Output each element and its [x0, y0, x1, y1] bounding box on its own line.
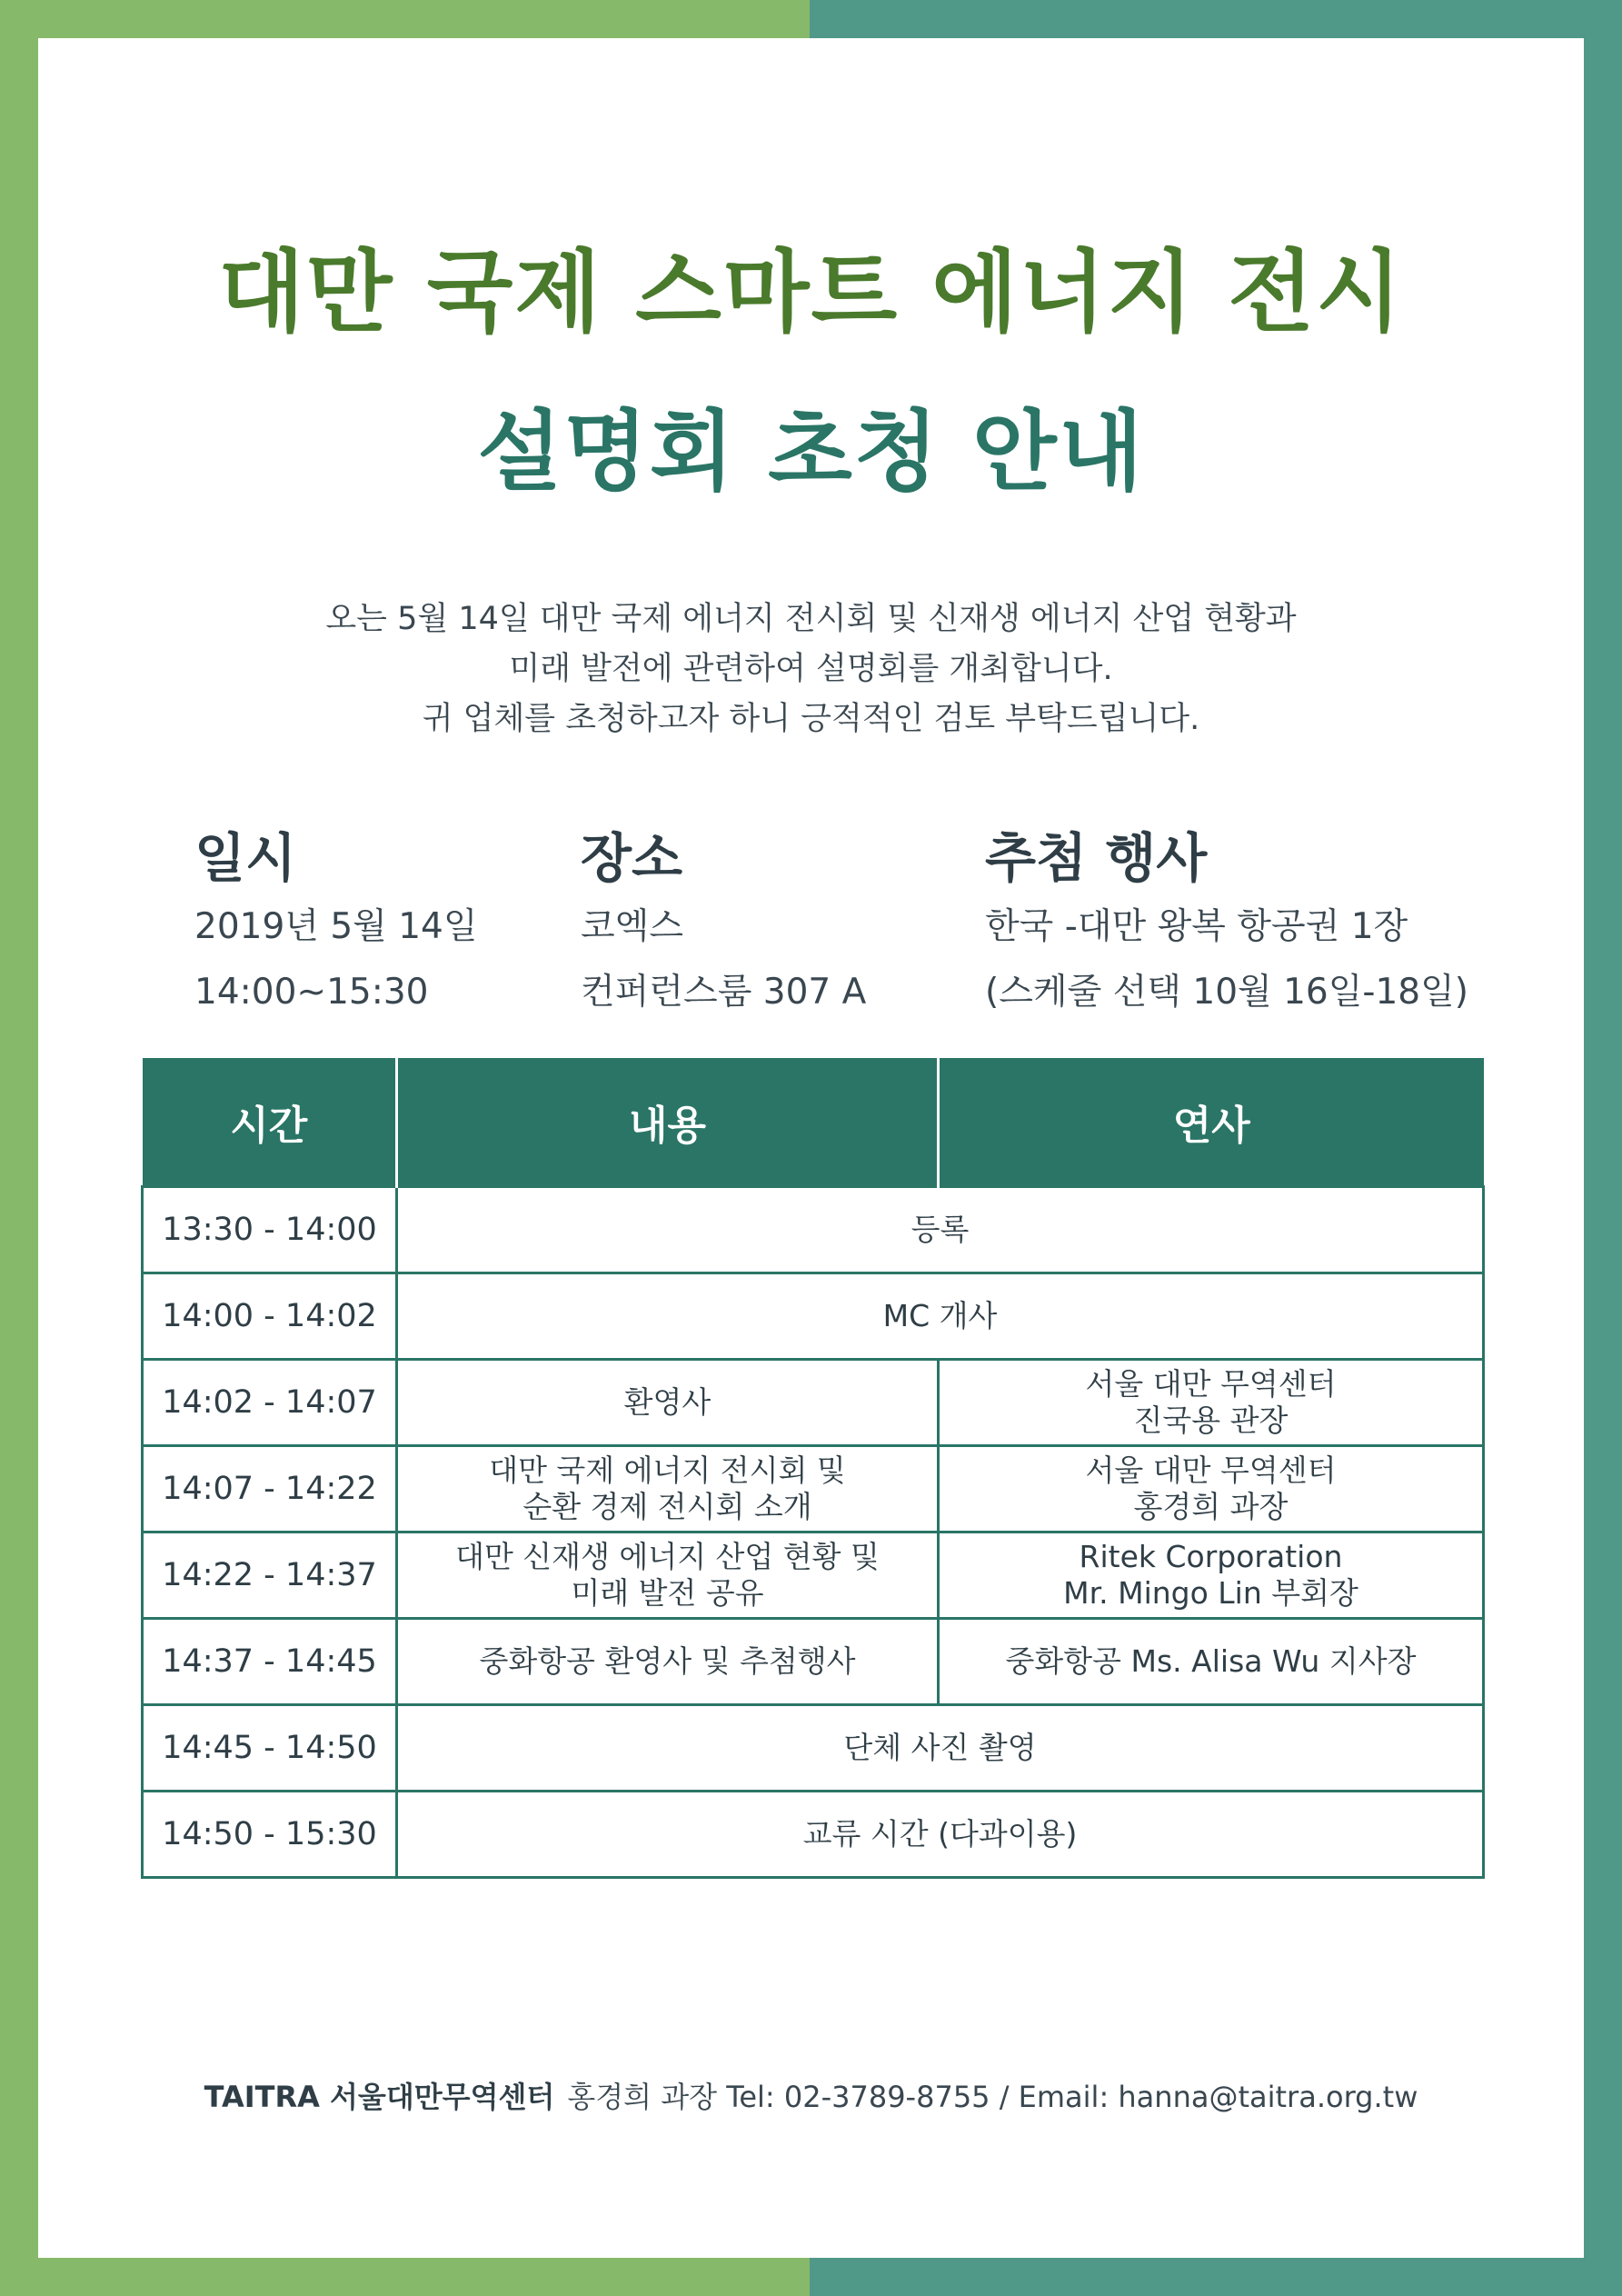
title-line-1: 대만 국제 스마트 에너지 전시	[218, 241, 1404, 344]
info-venue	[581, 822, 866, 1025]
footer-contact-details: 홍경희 과장 Tel: 02-3789-8755 / Email: hanna@taitra.org.tw	[567, 2080, 1418, 2114]
document-page	[38, 38, 1584, 2258]
content-line: 미래 발전 공유	[571, 1575, 764, 1611]
time-cell: 14:07 - 14:22	[143, 1446, 397, 1532]
info-date-line: 14:00~15:30	[194, 972, 429, 1013]
time-cell: 13:30 - 14:00	[143, 1187, 397, 1273]
info-date-heading: 일시	[194, 827, 297, 889]
content-line: 대만 신재생 에너지 산업 현황 및	[455, 1539, 880, 1574]
table-row	[143, 1532, 1484, 1619]
table-row	[143, 1187, 1484, 1273]
content-cell	[397, 1446, 939, 1532]
speaker-line: 진국용 관장	[1133, 1403, 1289, 1438]
time-cell: 14:00 - 14:02	[143, 1273, 397, 1360]
speaker-line: 서울 대만 무역센터	[1085, 1366, 1337, 1402]
info-raffle	[985, 822, 1468, 1025]
time-cell: 14:22 - 14:37	[143, 1532, 397, 1619]
content-line: 순환 경제 전시회 소개	[522, 1489, 812, 1524]
intro-line: 미래 발전에 관련하여 설명회를 개최합니다.	[509, 651, 1113, 687]
speaker-line: Mr. Mingo Lin 부회장	[1063, 1575, 1358, 1611]
info-raffle-heading: 추첨 행사	[985, 827, 1208, 889]
info-date-line: 2019년 5월 14일	[194, 906, 478, 947]
table-row	[143, 1273, 1484, 1360]
header-speaker: 연사	[939, 1058, 1484, 1187]
speaker-line: 홍경희 과장	[1133, 1489, 1289, 1524]
speaker-cell	[939, 1446, 1484, 1532]
title-line-2: 설명회 초청 안내	[477, 401, 1145, 503]
time-cell: 14:45 - 14:50	[143, 1705, 397, 1792]
table-row	[143, 1360, 1484, 1446]
speaker-line: 서울 대만 무역센터	[1085, 1452, 1337, 1488]
content-cell: 교류 시간 (다과이용)	[397, 1792, 1484, 1878]
content-cell	[397, 1532, 939, 1619]
speaker-line: Ritek Corporation	[1079, 1539, 1343, 1574]
content-cell: 등록	[397, 1187, 1484, 1273]
info-venue-line: 컨퍼런스룸 307 A	[581, 972, 867, 1013]
footer-contact	[38, 2074, 1584, 2116]
speaker-cell	[939, 1360, 1484, 1446]
footer-org: TAITRA 서울대만무역센터	[204, 2080, 555, 2114]
content-line: 대만 국제 에너지 전시회 및	[489, 1452, 846, 1488]
info-venue-line: 코엑스	[581, 906, 684, 947]
time-cell: 14:50 - 15:30	[143, 1792, 397, 1878]
info-raffle-line: (스케줄 선택 10월 16일-18일)	[985, 972, 1468, 1013]
info-venue-heading: 장소	[581, 827, 683, 889]
schedule-header-row	[143, 1058, 1484, 1187]
content-cell: 환영사	[397, 1360, 939, 1446]
speaker-cell	[939, 1532, 1484, 1619]
intro-line: 귀 업체를 초청하고자 하니 긍적적인 검토 부탁드립니다.	[422, 701, 1200, 737]
speaker-cell: 중화항공 Ms. Alisa Wu 지사장	[939, 1619, 1484, 1705]
table-row	[143, 1792, 1484, 1878]
table-row	[143, 1705, 1484, 1792]
intro-line: 오는 5월 14일 대만 국제 에너지 전시회 및 신재생 에너지 산업 현황과	[325, 601, 1297, 637]
time-cell: 14:02 - 14:07	[143, 1360, 397, 1446]
content-cell: 중화항공 환영사 및 추첨행사	[397, 1619, 939, 1705]
table-row	[143, 1619, 1484, 1705]
schedule-table	[141, 1058, 1485, 1879]
header-time: 시간	[143, 1058, 397, 1187]
info-raffle-line: 한국 -대만 왕복 항공권 1장	[985, 906, 1408, 947]
content-cell: MC 개사	[397, 1273, 1484, 1360]
header-content: 내용	[397, 1058, 939, 1187]
table-row	[143, 1446, 1484, 1532]
time-cell: 14:37 - 14:45	[143, 1619, 397, 1705]
info-date	[194, 822, 478, 1025]
content-cell: 단체 사진 촬영	[397, 1705, 1484, 1792]
intro-paragraph	[38, 594, 1584, 744]
